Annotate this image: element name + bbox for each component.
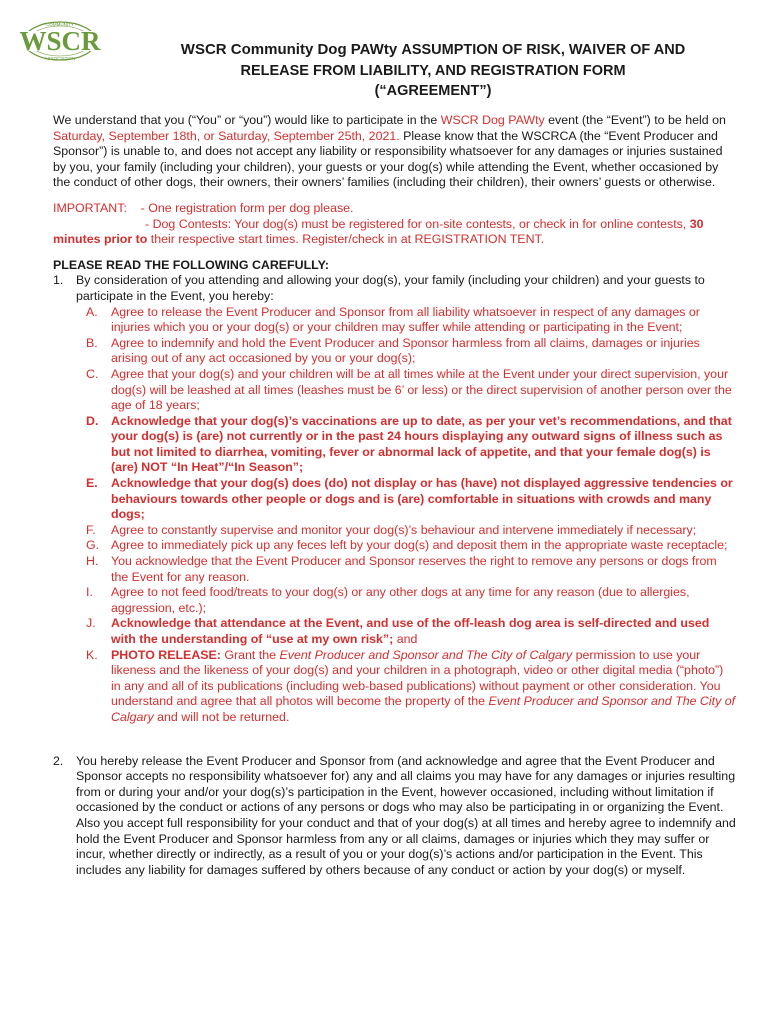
clause-1-j-text: Acknowledge that attendance at the Event, and use of the off-leash dog area is self-directed and used with the understanding of “use at my own risk”; (111, 616, 710, 646)
important-line2b: 30 minutes prior to (53, 216, 704, 247)
letter-e: E. (86, 476, 98, 491)
clause-1-e-text: Acknowledge that your dog(s) does (do) not display or has (have) not displayed aggressive tendencies or behaviours towards other people or dogs and is (are) comfortable in situations with crowds and many dogs; (111, 476, 733, 522)
clause-1-k-org-1: Event Producer and Sponsor and The City of Calgary (279, 647, 573, 662)
clause-1-j-and: and (393, 632, 418, 646)
clause-1-a-text: Agree to release the Event Producer and Sponsor from all liability whatsoever in respect of any damages or injuries which you or your dog(s) or your children may suffer while attending or participating in the Event; (111, 304, 700, 335)
clause-2-text: You hereby release the Event Producer and Sponsor from (and acknowledge and agree that the Event Producer and Sponsor accepts no responsibility whatsoever for) any and all claims you may have for any damages or injuries resulting from or during your and/or your dog(s)’s participation in the Event, however occasioned, including without limitation if occasioned by the conduct or actions of any persons or dogs who may also be participating in or organizing the Event. Also you accept full responsibility for your conduct and that of your dog(s) at all times and hereby agree to indemnify and hold the Event Producer and Sponsor harmless from any or all claims, damages or injuries which they may suffer or incur, whether directly or indirectly, as a result of you or your dog(s)’s actions and/or participation in the Event. This includes any liability for damages suffered by others because of any conduct or action by your dog(s) or myself. (76, 753, 736, 877)
clause-1 (53, 273, 736, 304)
title-line3: (“AGREEMENT”) (374, 83, 492, 99)
clause-1-f (53, 523, 736, 539)
letter-k: K. (86, 647, 98, 662)
letter-g: G. (86, 538, 100, 553)
intro-text-3: Please know that the WSCRCA (the “Event Producer and Sponsor”) is unable to, and does not accept any liability or responsibility whatsoever for any damages or injuries sustained by you, your family (including your children), your guests or your dog(s) while attending the Event, whether occasioned by the conduct of other dogs, their owners, their owners’ families (including their children), their owners’ guests or otherwise. (53, 128, 723, 190)
clause-1-sublist (53, 305, 736, 726)
letter-a: A. (86, 304, 98, 319)
important-label: IMPORTANT: (53, 200, 127, 215)
document-body (53, 113, 736, 878)
clause-1-k-text-2: permission to use your likeness and the likeness of your dog(s) and your children in a photograph, video or other digital media (“photo”) in any and all of its publications (including web-based publications) without payment or other consideration. You understand and agree that all photos will become the property of the (111, 647, 724, 709)
event-dates: Saturday, September 18th, or Saturday, September 25th, 2021. (53, 128, 400, 143)
important-line2a: - Dog Contests: Your dog(s) must be registered for on-site contests, or check in for online contests, (145, 216, 690, 231)
clause-1-h (53, 554, 736, 585)
document-title (118, 40, 748, 102)
clause-1-k-text-3: and will not be returned. (153, 709, 290, 724)
clause-1-e (53, 476, 736, 523)
clause-1-k-text-1: Grant the (220, 647, 280, 662)
clause-1-d (53, 414, 736, 476)
clause-1-h-text: You acknowledge that the Event Producer and Sponsor reserves the right to remove any persons or dogs from the Event for any reason. (111, 554, 717, 584)
clause-1-b (53, 336, 736, 367)
logo-text: WSCR (19, 26, 101, 56)
clause-1-j (53, 616, 736, 647)
clause-1-number: 1. (53, 273, 64, 288)
clause-1-i (53, 585, 736, 616)
important-notice (53, 201, 736, 248)
logo-ring-bottom: ASSOCIATION (44, 56, 76, 61)
important-line2c: their respective start times. Register/check in at REGISTRATION TENT. (147, 232, 545, 247)
clause-1-c (53, 367, 736, 414)
photo-release-label: PHOTO RELEASE: (111, 647, 221, 662)
title-line2: RELEASE FROM LIABILITY, AND REGISTRATION FORM (240, 62, 626, 79)
event-name: WSCR Dog PAWty (440, 113, 545, 127)
clause-1-k-org-2: Event Producer and Sponsor and The City of Calgary (111, 694, 736, 724)
wscr-logo (14, 18, 106, 64)
clause-1-g (53, 538, 736, 554)
letter-h: H. (86, 554, 99, 569)
title-line1-a: WSCR Community Dog PAWty (180, 41, 402, 58)
clause-1-d-text: Acknowledge that your dog(s)’s vaccinations are up to date, as per your vet’s recommendations, and that your dog(s) is (are) not currently or in the past 24 hours displaying any outward signs of illness such as but not limited to diarrhea, vomiting, fever or abnormal lack of appetite, and that your female dog(s) is (are) NOT “In Heat”/“In Season”; (111, 413, 732, 475)
letter-c: C. (86, 366, 99, 381)
clause-1-c-text: Agree that your dog(s) and your children will be at all times while at the Event under your direct supervision, your dog(s) will be leashed at all times (leashes must be 6’ or less) or the direct supervision of another person over the age of 18 years; (111, 366, 732, 413)
intro-text-2: event (the “Event”) to be held on (544, 113, 726, 127)
clause-1-text: By consideration of you attending and allowing your dog(s), your family (including your children) and your guests to participate in the Event, you hereby: (76, 273, 705, 303)
clause-1-k (53, 648, 736, 726)
clause-2-number: 2. (53, 753, 64, 768)
letter-j: J. (86, 616, 96, 631)
letter-i: I. (86, 585, 93, 600)
clause-1-f-text: Agree to constantly supervise and monitor your dog(s)’s behaviour and intervene immediately if necessary; (111, 522, 697, 537)
letter-f: F. (86, 522, 96, 537)
clause-1-i-text: Agree to not feed food/treats to your dog(s) or any other dogs at any time for any reason (due to allergies, aggression, etc.); (111, 585, 690, 615)
clause-2 (53, 754, 736, 879)
intro-text-1: We understand that you (“You” or “you”) would like to participate in the (53, 113, 441, 127)
letter-b: B. (86, 335, 98, 350)
logo-ring-top: COMMUNITY (46, 22, 74, 27)
letter-d: D. (86, 413, 99, 428)
clause-1-g-text: Agree to immediately pick up any feces left by your dog(s) and deposit them in the appropriate waste receptacle; (111, 538, 728, 553)
clause-1-b-text: Agree to indemnify and hold the Event Producer and Sponsor harmless from all claims, damages or injuries arising out of any act occasioned by you or your dog(s); (111, 335, 700, 366)
important-line1: - One registration form per dog please. (140, 200, 354, 215)
title-line1-b: ASSUMPTION OF RISK, WAIVER OF AND (401, 42, 686, 58)
section-heading: PLEASE READ THE FOLLOWING CAREFULLY: (53, 257, 330, 272)
clause-1-a (53, 305, 736, 336)
intro-paragraph (53, 113, 736, 191)
